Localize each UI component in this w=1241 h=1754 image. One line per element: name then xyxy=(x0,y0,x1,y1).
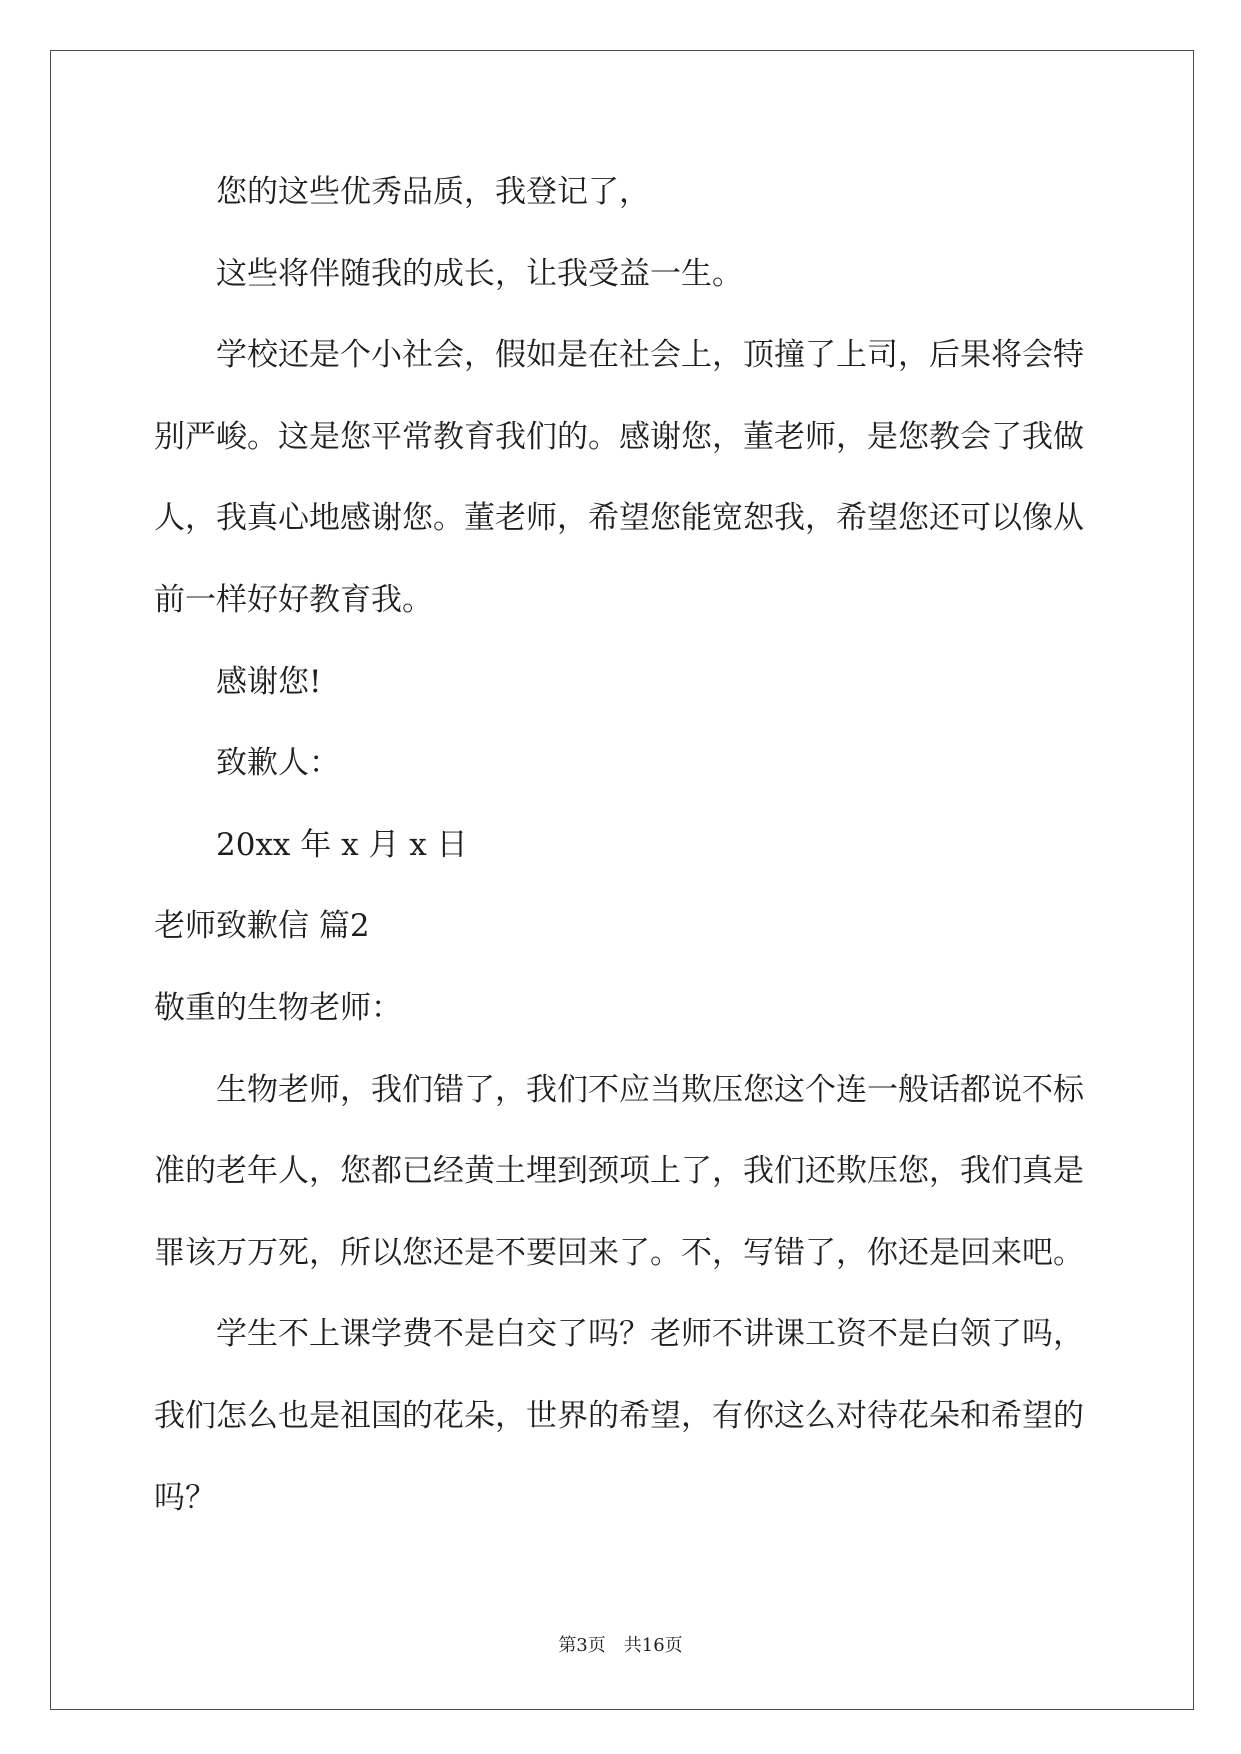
paragraph-apology xyxy=(154,1050,1134,1295)
page-total: 共16页 xyxy=(623,1635,683,1656)
document-body xyxy=(154,152,1134,1539)
text-line: 致歉人： xyxy=(216,745,340,782)
text-line: 老师致歉信 篇2 xyxy=(154,908,370,945)
text-line: 学校还是个小社会，假如是在社会上，顶撞了上司，后果将会特 xyxy=(216,337,1084,374)
text-line: 人，我真心地感谢您。董老师，希望您能宽恕我，希望您还可以像从 xyxy=(154,500,1084,537)
text-line: 吗？ xyxy=(154,1479,216,1516)
text-line: 生物老师，我们错了，我们不应当欺压您这个连一般话都说不标 xyxy=(216,1071,1084,1108)
page-footer xyxy=(0,1634,1241,1658)
closing-thanks xyxy=(154,642,1134,724)
text-line: 学生不上课学费不是白交了吗？老师不讲课工资不是白领了吗， xyxy=(216,1316,1084,1353)
text-line: 感谢您! xyxy=(216,663,322,700)
text-line: 敬重的生物老师： xyxy=(154,989,402,1026)
paragraph-students xyxy=(154,1294,1134,1539)
section-title xyxy=(154,886,1134,968)
text-line: 这些将伴随我的成长，让我受益一生。 xyxy=(216,255,743,292)
letter-date xyxy=(154,805,1134,887)
page-number: 第3页 xyxy=(558,1635,606,1656)
text-line: 别严峻。这是您平常教育我们的。感谢您，董老师，是您教会了我做 xyxy=(154,418,1084,455)
text-line: 罪该万万死，所以您还是不要回来了。不，写错了，你还是回来吧。 xyxy=(154,1234,1084,1271)
text-line: 您的这些优秀品质，我登记了， xyxy=(216,174,650,210)
salutation xyxy=(154,968,1134,1050)
paragraph-qualities xyxy=(154,152,1134,234)
text-line: 20xx 年 x 月 x 日 xyxy=(216,826,468,863)
text-line: 准的老年人，您都已经黄土埋到颈项上了，我们还欺压您，我们真是 xyxy=(154,1153,1084,1190)
text-line: 前一样好好教育我。 xyxy=(154,581,433,618)
text-line: 我们怎么也是祖国的花朵，世界的希望，有你这么对待花朵和希望的 xyxy=(154,1397,1084,1434)
paragraph-benefit xyxy=(154,234,1134,316)
paragraph-school-society xyxy=(154,315,1134,641)
signature-label xyxy=(154,723,1134,805)
